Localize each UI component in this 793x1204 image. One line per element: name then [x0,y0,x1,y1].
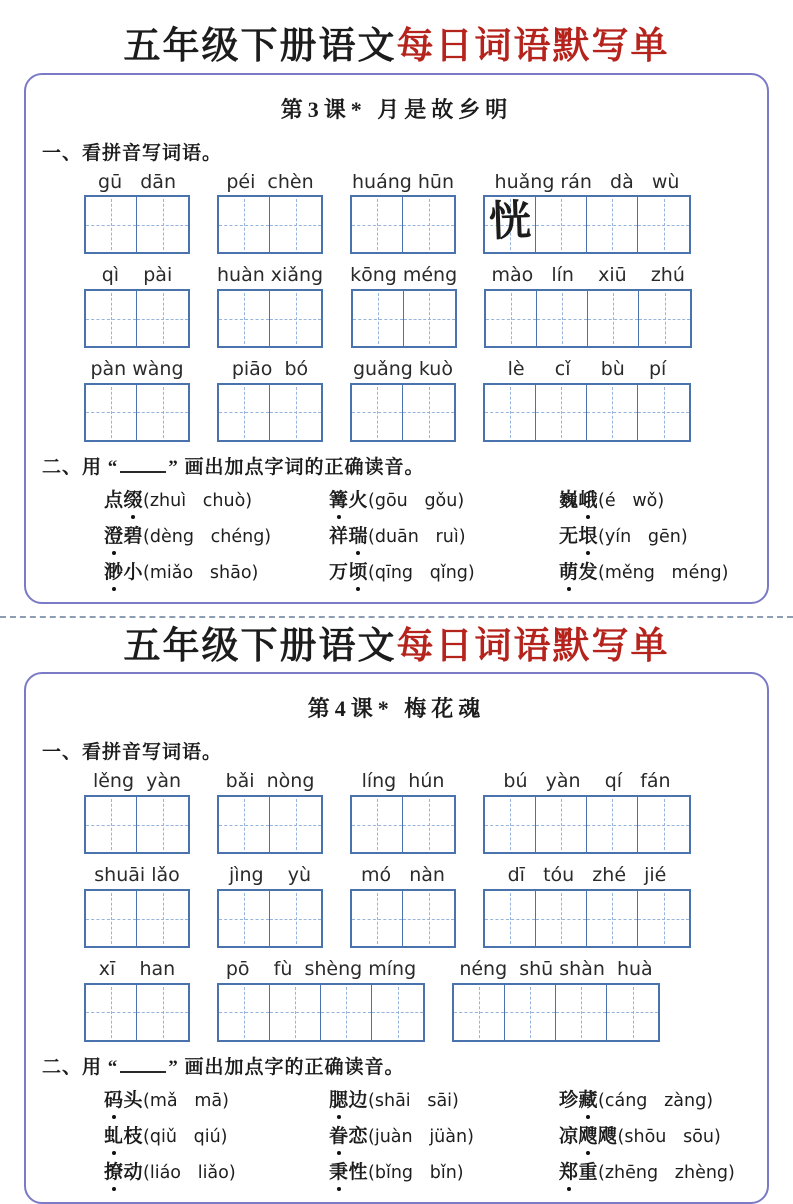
word-group [350,864,456,948]
writing-cell [321,985,372,1040]
writing-cell [372,985,423,1040]
pinyin-options: (mǎ mā) [143,1090,229,1111]
writing-cells [351,289,457,348]
writing-cell [556,985,607,1040]
word-pronunciation-item [104,1085,329,1112]
word-characters: 码头 [104,1090,143,1111]
pinyin-grid-row [84,264,753,348]
pinyin-options: (yín gēn) [598,526,688,547]
word-group [483,864,691,948]
dotted-character: 虬 [104,1121,124,1148]
writing-cell [137,385,188,440]
writing-cell [638,891,689,946]
writing-cells [84,983,190,1042]
pinyin-options: (dèng chéng) [143,526,272,547]
pinyin-label: xī han [98,958,176,981]
pinyin-grid-row [84,171,753,255]
word-pronunciation-item [329,1121,559,1148]
writing-cell [403,197,454,252]
writing-cell [404,291,455,346]
pinyin-label: lěng yàn [92,770,182,793]
word-group [217,770,323,854]
writing-cell [137,891,188,946]
writing-cell [486,291,537,346]
word-characters: 秉性 [329,1162,368,1183]
writing-cell [352,385,403,440]
pinyin-options: (gōu gǒu) [368,490,465,511]
pinyin-options: (miǎo shāo) [143,562,259,583]
pinyin-options: (liáo liǎo) [143,1162,236,1183]
pinyin-options: (bǐng bǐn) [368,1162,464,1183]
dotted-character: 撩 [104,1157,124,1184]
writing-cell [638,197,689,252]
writing-cell [219,985,270,1040]
dotted-character: 渺 [104,557,124,584]
word-group [217,358,323,442]
writing-cell [537,291,588,346]
pinyin-grid-rows [84,171,753,442]
writing-cell [505,985,556,1040]
writing-cell [454,985,505,1040]
part1-label: 一、看拼音写词语。 [42,742,223,764]
word-pronunciation-item [104,485,329,512]
word-group [217,264,323,348]
writing-cells [217,289,323,348]
pinyin-label: huàn xiǎng [217,264,324,287]
word-group [452,958,660,1042]
writing-cells [217,383,323,442]
pinyin-label: dī tóu zhé jié [507,864,667,887]
pinyin-label: bǎi nòng [225,770,315,793]
writing-cell [587,891,638,946]
word-group [84,171,190,255]
word-characters: 澄碧 [104,526,143,547]
writing-cell [587,197,638,252]
pinyin-label: néng shū shàn huà [459,958,653,981]
writing-cell [588,291,639,346]
writing-cell [137,197,188,252]
sheet-title-red: 每日词语默写单 [396,625,670,667]
word-group [483,358,691,442]
writing-cell [137,291,188,346]
pinyin-label: líng hún [361,770,445,793]
writing-cell [536,385,587,440]
word-group [84,264,190,348]
word-group [484,264,692,348]
word-pronunciation-item [104,557,329,584]
writing-cell [639,291,690,346]
pinyin-label: qì pài [101,264,173,287]
pinyin-grid-rows [84,770,753,1041]
word-characters: 祥瑞 [329,526,368,547]
pinyin-grid-row [84,958,753,1042]
writing-cells [217,195,323,254]
answer-blank-line [120,459,166,473]
word-pronunciation-item [329,485,559,512]
word-characters: 渺小 [104,562,143,583]
word-pronunciation-list [104,485,753,584]
cut-line-divider [0,616,793,618]
word-pronunciation-item [329,1157,559,1184]
pinyin-grid-row [84,358,753,442]
writing-cell [352,797,403,852]
writing-cell [270,797,321,852]
part2-label [42,1052,753,1079]
word-characters: 珍藏 [559,1090,598,1111]
writing-cell [270,291,321,346]
word-characters: 万顷 [329,562,368,583]
word-pronunciation-item [559,521,753,548]
word-characters: 撩动 [104,1162,143,1183]
word-pronunciation-item [104,521,329,548]
word-pronunciation-item [104,1121,329,1148]
word-characters: 凉飕飕 [559,1126,618,1147]
pinyin-options: (duān ruì) [368,526,466,547]
pinyin-options: (shōu sōu) [617,1126,721,1147]
writing-cells [84,795,190,854]
pinyin-options: (zhēng zhèng) [598,1162,735,1183]
word-characters: 萌发 [559,562,598,583]
writing-cell [536,797,587,852]
word-characters: 无垠 [559,526,598,547]
writing-cell [536,197,587,252]
answer-blank-line [120,1059,166,1073]
writing-cell [352,197,403,252]
writing-cells [217,889,323,948]
word-pronunciation-item [329,1085,559,1112]
writing-cells [217,795,323,854]
handwritten-answer: 恍 [488,198,532,247]
part1-label: 一、看拼音写词语。 [42,142,223,164]
writing-cells [350,889,456,948]
word-characters: 虬枝 [104,1126,143,1147]
word-group [350,264,457,348]
dotted-character: 腮 [329,1085,349,1112]
pinyin-options: (shāi sāi) [368,1090,459,1111]
writing-cells [350,195,456,254]
part2-label-pre: 二、用 “ [42,1056,119,1078]
writing-cells [350,383,456,442]
word-pronunciation-item [329,521,559,548]
word-pronunciation-item [329,557,559,584]
word-characters: 腮边 [329,1090,368,1111]
pinyin-label: huǎng rán dà wù [494,170,680,193]
writing-cells [452,983,660,1042]
writing-cell [137,797,188,852]
pinyin-label: bú yàn qí fán [503,770,671,793]
writing-cell [219,891,270,946]
sheet-title [0,26,793,69]
writing-cell [86,797,137,852]
word-group [84,958,190,1042]
writing-cells [217,983,425,1042]
pinyin-options: (é wǒ) [598,490,665,511]
writing-cells [483,195,691,254]
dotted-character: 澄 [104,521,124,548]
sheet-title-black: 五年级下册语文 [123,26,397,67]
sheet-frame [24,672,769,1203]
word-group [483,171,691,255]
writing-cell [536,891,587,946]
sheet-frame [24,73,769,604]
word-pronunciation-item [559,557,753,584]
pinyin-options: (cáng zàng) [598,1090,714,1111]
worksheet-sheet-1 [0,26,793,604]
word-characters: 眷恋 [329,1126,368,1147]
dotted-character: 瑞 [349,521,369,548]
dotted-character: 郑 [559,1157,579,1184]
word-pronunciation-item [104,1157,329,1184]
pinyin-options: (qīng qǐng) [368,562,475,583]
word-characters: 篝火 [329,490,368,511]
word-group [84,358,190,442]
pinyin-grid-row [84,770,753,854]
sheet-title-red: 每日词语默写单 [396,26,670,67]
dotted-character: 顷 [349,557,369,584]
writing-cell [86,291,137,346]
writing-cell [86,385,137,440]
writing-cell [638,797,689,852]
part2-label [42,452,753,479]
writing-cells [84,889,190,948]
dotted-character: 飕 [579,1121,599,1148]
pinyin-label: piāo bó [231,358,309,381]
pinyin-options: (zhuì chuò) [143,490,253,511]
pinyin-label: mó nàn [361,864,445,887]
writing-cell [607,985,658,1040]
writing-cell [219,797,270,852]
pinyin-label: lè cǐ bù pí [507,358,667,381]
writing-cell [352,891,403,946]
writing-cell [403,385,454,440]
writing-cell [485,891,536,946]
pinyin-label: shuāi lǎo [94,864,180,887]
writing-cell [403,891,454,946]
writing-cell [485,797,536,852]
word-group [217,171,323,255]
lesson-title: 第3课* 月是故乡明 [280,96,513,122]
dotted-character: 萌 [559,557,579,584]
writing-cells [484,289,692,348]
writing-cells [84,289,190,348]
writing-cell [485,197,536,252]
word-pronunciation-item [559,485,753,512]
word-characters: 郑重 [559,1162,598,1183]
writing-cell [86,985,137,1040]
writing-cells [483,383,691,442]
writing-cell [485,385,536,440]
word-group [350,770,456,854]
pinyin-label: mào lín xiū zhú [491,264,685,287]
writing-cell [86,891,137,946]
writing-cells [84,195,190,254]
writing-cell [587,797,638,852]
word-pronunciation-list [104,1085,753,1184]
sheet-title [0,626,793,669]
pinyin-label: péi chèn [226,170,314,193]
word-group [483,770,691,854]
pinyin-options: (juàn jüàn) [368,1126,474,1147]
word-pronunciation-item [559,1157,753,1184]
writing-cell [638,385,689,440]
word-group [350,171,456,255]
worksheet-sheet-2 [0,626,793,1204]
writing-cell [270,197,321,252]
word-group [84,770,190,854]
writing-cells [483,795,691,854]
part2-label-post: ” 画出加点字词的正确读音。 [168,456,425,478]
writing-cell [270,891,321,946]
pinyin-label: gū dān [98,170,176,193]
dotted-character: 秉 [329,1157,349,1184]
writing-cell [270,985,321,1040]
dotted-character: 码 [104,1085,124,1112]
pinyin-label: jìng yù [228,864,312,887]
pinyin-label: pàn wàng [90,358,184,381]
lesson-title: 第4课* 梅花魂 [307,696,486,722]
writing-cell [270,385,321,440]
dotted-character: 篝 [329,485,349,512]
pinyin-options: (měng méng) [598,562,729,583]
writing-cell [219,385,270,440]
word-group [350,358,456,442]
dotted-character: 眷 [329,1121,349,1148]
writing-cell [137,985,188,1040]
writing-cell [86,197,137,252]
pinyin-grid-row [84,864,753,948]
word-group [217,864,323,948]
dotted-character: 藏 [579,1085,599,1112]
writing-cells [350,795,456,854]
part2-label-post: ” 画出加点字的正确读音。 [168,1056,405,1078]
part2-label-pre: 二、用 “ [42,456,119,478]
word-characters: 巍峨 [559,490,598,511]
word-pronunciation-item [559,1085,753,1112]
word-pronunciation-item [559,1121,753,1148]
pinyin-label: kōng méng [350,264,458,287]
pinyin-label: huáng hūn [352,170,454,193]
dotted-character: 垠 [579,521,599,548]
pinyin-options: (qiǔ qiú) [143,1126,228,1147]
writing-cells [84,383,190,442]
writing-cell [219,197,270,252]
word-characters: 点缀 [104,490,143,511]
pinyin-label: guǎng kuò [353,358,453,381]
writing-cell [403,797,454,852]
word-group [84,864,190,948]
dotted-character: 缀 [124,485,144,512]
writing-cell [587,385,638,440]
writing-cells [483,889,691,948]
sheet-title-black: 五年级下册语文 [123,625,397,667]
writing-cell [353,291,404,346]
pinyin-label: pō fù shèng míng [225,958,417,981]
writing-cell [219,291,270,346]
dotted-character: 峨 [579,485,599,512]
word-group [217,958,425,1042]
